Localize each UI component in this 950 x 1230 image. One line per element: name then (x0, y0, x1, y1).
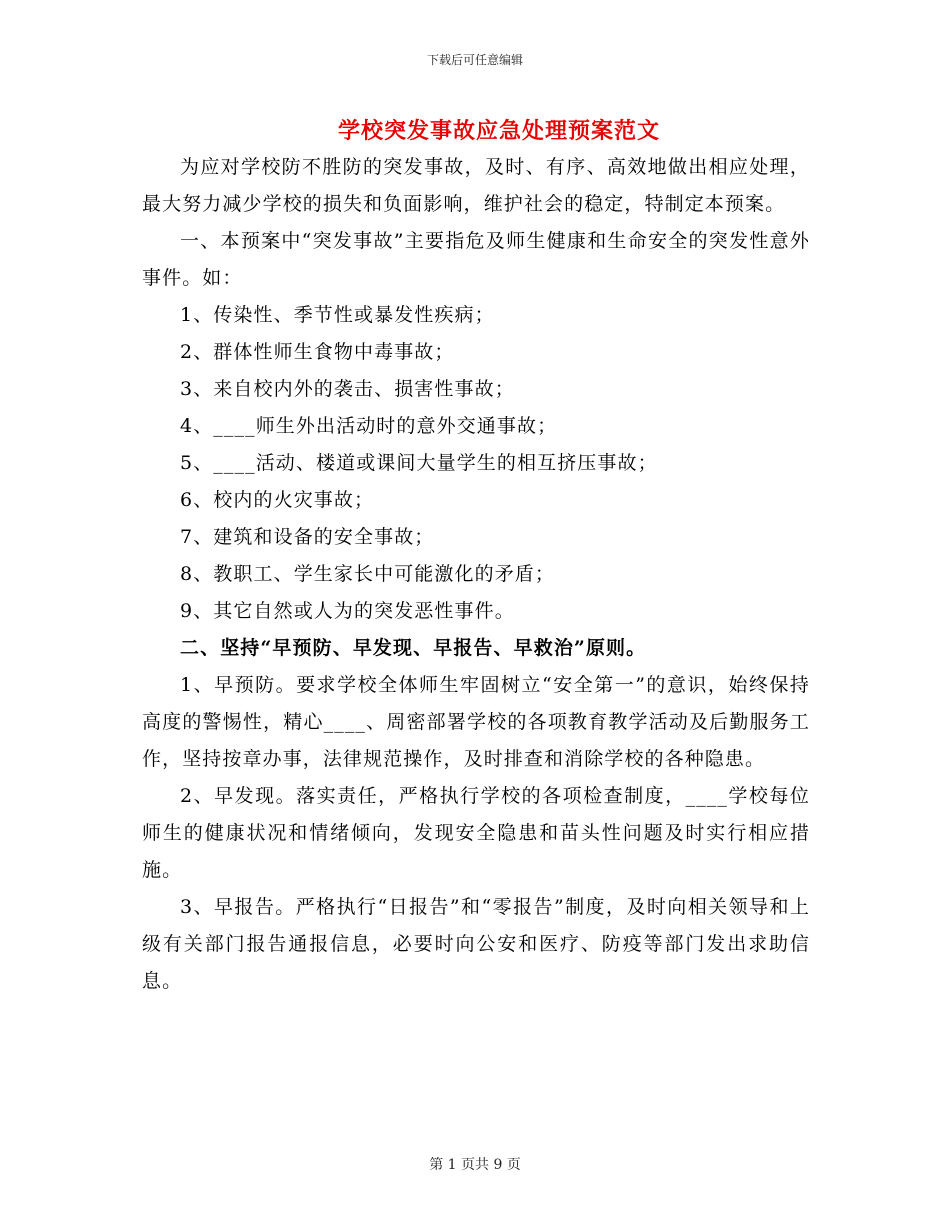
intro-paragraph: 为应对学校防不胜防的突发事故，及时、有序、高效地做出相应处理，最大努力减少学校的损失和负面影响，维护社会的稳定，特制定本预案。 (142, 156, 810, 215)
list-item: 1、传染性、季节性或暴发性疾病； (180, 304, 495, 326)
page-number: 第 1 页共 9 页 (429, 1157, 521, 1173)
page-header: 下载后可任意编辑 (426, 53, 523, 67)
principle-paragraph: 2、早发现。落实责任，严格执行学校的各项检查制度，____学校每位师生的健康状况和情绪倾向，发现安全隐患和苗头性问题及时实行相应措施。 (142, 785, 810, 881)
document-title: 学校突发事故应急处理预案范文 (337, 118, 660, 144)
list-item: 7、建筑和设备的安全事故； (180, 526, 435, 548)
list-item: 2、群体性师生食物中毒事故； (180, 341, 455, 363)
list-item: 6、校内的火灾事故； (180, 489, 375, 511)
list-item: 8、教职工、学生家长中可能激化的矛盾； (180, 563, 555, 585)
document-body (142, 149, 810, 1000)
section-one-heading: 一、本预案中“突发事故”主要指危及师生健康和生命安全的突发性意外事件。如： (142, 230, 810, 289)
list-item: 9、其它自然或人为的突发恶性事件。 (180, 600, 515, 622)
section-two-heading: 二、坚持“早预防、早发现、早报告、早救治”原则。 (180, 637, 647, 659)
principle-paragraph: 3、早报告。严格执行“日报告”和“零报告”制度，及时向相关领导和上级有关部门报告通报信息，必要时向公安和医疗、防疫等部门发出求助信息。 (142, 896, 810, 992)
principle-paragraph: 1、早预防。要求学校全体师生牢固树立“安全第一”的意识，始终保持高度的警惕性，精心____、周密部署学校的各项教育教学活动及后勤服务工作，坚持按章办事，法律规范操作，及时排查和消除学校的各种隐患。 (142, 674, 810, 770)
list-item: 3、来自校内外的袭击、损害性事故； (180, 378, 515, 400)
list-item: 4、____师生外出活动时的意外交通事故； (180, 415, 558, 437)
list-item: 5、____活动、楼道或课间大量学生的相互挤压事故； (180, 452, 658, 474)
